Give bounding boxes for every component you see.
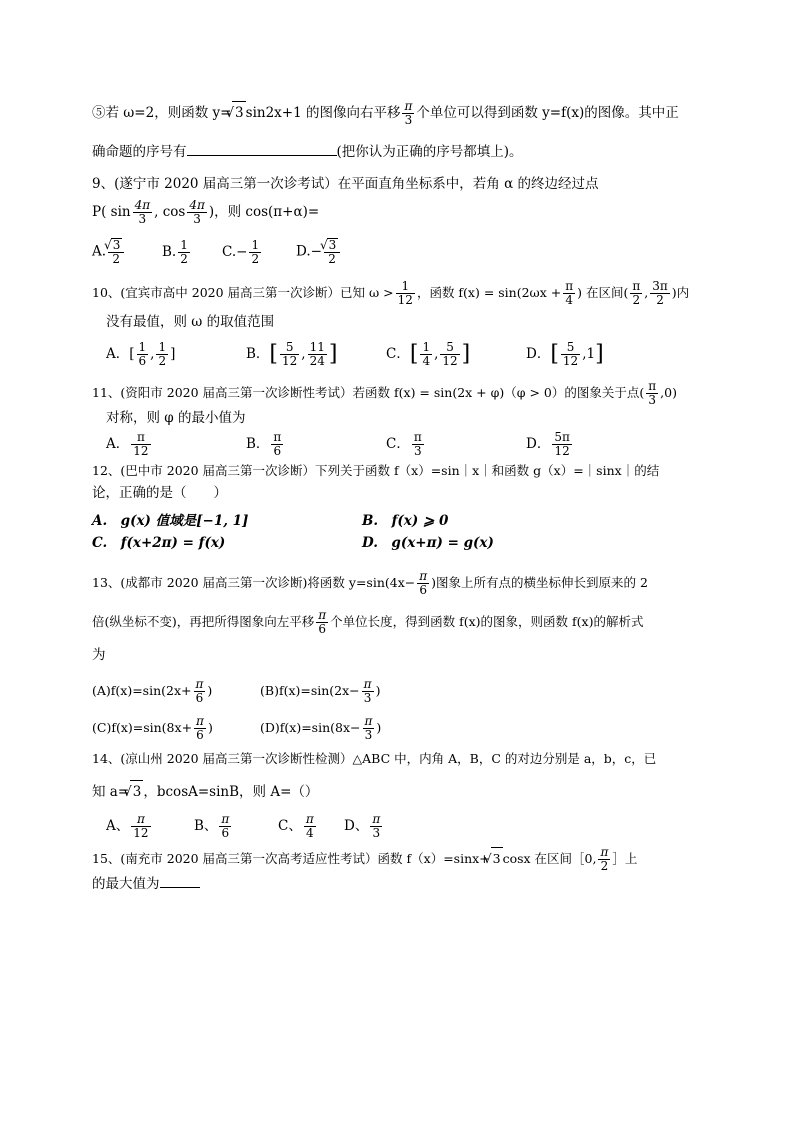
- answer-blank[interactable]: [187, 141, 337, 156]
- option-d[interactable]: D.− √ $\frac{3}{2}$: [296, 238, 342, 266]
- q14-text: ，bcosA=sinB，则 A=（）: [143, 784, 319, 800]
- q13-stem: [92, 570, 704, 597]
- q14-text: 14、(凉山州 2020 届高三第一次诊断性检测）△ABC 中，内角 A，B，C 的对边分别是 a，b，c，已: [92, 751, 657, 766]
- option-a[interactable]: A. √ $\frac{3}{2}$: [92, 238, 162, 266]
- q13-text: 13、(成都市 2020 届高三第一次诊断)将函数 y=sin(4x−: [92, 575, 416, 590]
- answer-blank[interactable]: [160, 873, 200, 888]
- sqrt: √ 3: [491, 847, 503, 870]
- fraction: $\frac{4\pi}{3}$: [189, 198, 205, 226]
- option-a[interactable]: A． $\frac{\pi}{12}$: [106, 430, 149, 458]
- q10-text: 10、(宜宾市高中 2020 届高三第一次诊断）已知 ω >: [92, 285, 394, 300]
- option-b[interactable]: B． $\frac{\pi}{6}$: [246, 430, 282, 458]
- fraction: $\frac{\pi}{6}$: [419, 569, 428, 597]
- option-d[interactable]: D．[ $\frac{5}{12}$ ,1]: [526, 340, 604, 368]
- option-d[interactable]: (D)f(x)=sin(8x− $\frac{\pi}{3}$ ): [260, 714, 382, 742]
- q15-line2: [92, 873, 704, 895]
- fraction: $\frac{\pi}{3}$: [404, 99, 413, 127]
- q15-text: 15、(南充市 2020 届高三第一次高考适应性考试）函数 f（x）=sinx+: [92, 851, 490, 866]
- q13-text: )图象上所有点的横坐标伸长到原来的 2: [431, 575, 648, 590]
- q5-line2: [92, 141, 704, 163]
- q5-text: (把你认为正确的序号都填上)。: [336, 144, 523, 160]
- q14-text: 知 a=: [92, 784, 130, 800]
- q12-stem: [92, 460, 704, 482]
- q10-text: ) 在区间(: [577, 285, 629, 300]
- option-a[interactable]: (A)f(x)=sin(2x+ $\frac{\pi}{6}$ ): [92, 677, 213, 705]
- q11-text: ,0): [660, 385, 677, 400]
- q11-line2: [92, 407, 704, 429]
- option-a[interactable]: A．[ $\frac{1}{6}$ , $\frac{1}{2}$ ]: [106, 340, 176, 368]
- q12-text: 论，正确的是（ ）: [92, 485, 227, 501]
- q9-text: P( sin: [92, 204, 131, 220]
- q11-text: 对称，则 φ 的最小值为: [106, 410, 246, 426]
- option-b[interactable]: B. $\frac{1}{2}$: [162, 237, 188, 266]
- q10-text: )内: [671, 285, 690, 300]
- q13-options-row1: [92, 678, 704, 705]
- fraction: $\frac{\pi}{4}$: [565, 279, 574, 307]
- question-text: 9、(遂宁市 2020 届高三第一次诊考试）在平面直角坐标系中，若角 α 的终边经过点: [92, 176, 599, 192]
- q9-text: , cos: [154, 204, 186, 220]
- option-c[interactable]: C．[ $\frac{1}{4}$ , $\frac{5}{12}$ ]: [386, 340, 471, 368]
- q9-options: [92, 238, 704, 266]
- q5-line1: [92, 100, 704, 127]
- q12-line2: [92, 482, 704, 504]
- option-b[interactable]: B、 $\frac{\pi}{6}$: [194, 812, 230, 840]
- q9-line2: [92, 199, 704, 226]
- option-b[interactable]: B. f(x) ⩾ 0: [362, 513, 449, 529]
- fraction: $\frac{\pi}{2}$: [600, 845, 609, 873]
- option-d[interactable]: D、 $\frac{\pi}{3}$: [344, 812, 381, 840]
- q10-stem: 10、(宜宾市高中 2020 届高三第一次诊断）已知 ω > $\frac{1}{12}$ ，函数 f(x) = sin(2ωx + $\frac{\pi}{4}$ ) 在区间( $\frac{\pi}{2}$ , $\frac{3\pi}{2}$ )内: [92, 279, 690, 307]
- q15-stem: [92, 846, 704, 873]
- q12-text: 12、(巴中市 2020 届高三第一次诊断）下列关于函数 f（x）=sin｜x｜和函数 g（x）=｜sinx｜的结: [92, 463, 660, 478]
- fraction: $\frac{\pi}{3}$: [648, 379, 657, 407]
- option-a[interactable]: A、 $\frac{\pi}{12}$: [106, 812, 149, 840]
- option-d[interactable]: D. g(x+π) = g(x): [362, 535, 494, 551]
- q5-text: sin2x+1 的图像向右平移: [245, 105, 401, 121]
- q5-text: ⑤若 ω=2，则函数 y=: [92, 105, 232, 121]
- q15-text: cosx 在区间［0,: [502, 851, 597, 866]
- option-c[interactable]: (C)f(x)=sin(8x+ $\frac{\pi}{6}$ ): [92, 714, 213, 742]
- q10-options: [92, 341, 704, 368]
- option-b[interactable]: B．[ $\frac{5}{12}$ , $\frac{11}{24}$ ]: [246, 340, 338, 368]
- q10-text: 没有最值，则 ω 的取值范围: [106, 314, 275, 330]
- q11-options: [92, 431, 704, 458]
- q15-text: 的最大值为: [92, 876, 160, 892]
- q14-options: [92, 813, 704, 840]
- q5-text: 确命题的序号有: [92, 144, 187, 160]
- option-c[interactable]: C、 $\frac{\pi}{4}$: [278, 812, 314, 840]
- q10-line2: [92, 311, 704, 333]
- q13-options-row2: [92, 715, 704, 742]
- q15-text: ］上: [612, 851, 638, 866]
- fraction: $\frac{\pi}{2}$: [632, 279, 641, 307]
- fraction: $\frac{4\pi}{3}$: [134, 198, 151, 226]
- q10-text: ，函数 f(x) = sin(2ωx +: [416, 285, 562, 300]
- q11-stem: [92, 380, 704, 407]
- fraction: $\frac{3\pi}{2}$: [652, 279, 668, 307]
- option-b[interactable]: (B)f(x)=sin(2x− $\frac{\pi}{3}$ ): [260, 677, 381, 705]
- sqrt: √ 3: [232, 101, 245, 124]
- q12-options-row2: [92, 532, 704, 554]
- q13-text: 个单位长度，得到函数 f(x)的图象，则函数 f(x)的解析式: [330, 614, 644, 629]
- q13-line2: [92, 609, 704, 636]
- option-c[interactable]: C. f(x+2π) = f(x): [92, 535, 226, 551]
- q14-stem: [92, 748, 704, 770]
- option-c[interactable]: C.− $\frac{1}{2}$: [222, 237, 260, 266]
- q11-text: 11、(资阳市 2020 届高三第一次诊断性考试）若函数 f(x) = sin(2x + φ)（φ > 0）的图象关于点(: [92, 385, 645, 400]
- option-c[interactable]: C． $\frac{\pi}{3}$: [386, 430, 422, 458]
- document-page: [92, 96, 704, 895]
- q5-text: 个单位可以得到函数 y=f(x)的图像。其中正: [416, 105, 679, 121]
- q9-stem: [92, 173, 704, 195]
- option-a[interactable]: A. g(x) 值域是[−1, 1]: [92, 513, 249, 529]
- fraction: $\frac{\pi}{6}$: [318, 608, 327, 636]
- q9-text: )，则 cos(π+α)=: [208, 204, 320, 220]
- q14-line2: [92, 780, 704, 803]
- fraction: $\frac{1}{12}$: [397, 279, 413, 307]
- q12-options-row1: [92, 510, 704, 532]
- q13-text: 为: [92, 647, 106, 663]
- option-d[interactable]: D． $\frac{5\pi}{12}$: [526, 430, 570, 458]
- q13-text: 倍(纵坐标不变)，再把所得图象向左平移: [92, 614, 315, 629]
- sqrt: √ 3: [130, 780, 143, 803]
- q13-line3: [92, 644, 704, 666]
